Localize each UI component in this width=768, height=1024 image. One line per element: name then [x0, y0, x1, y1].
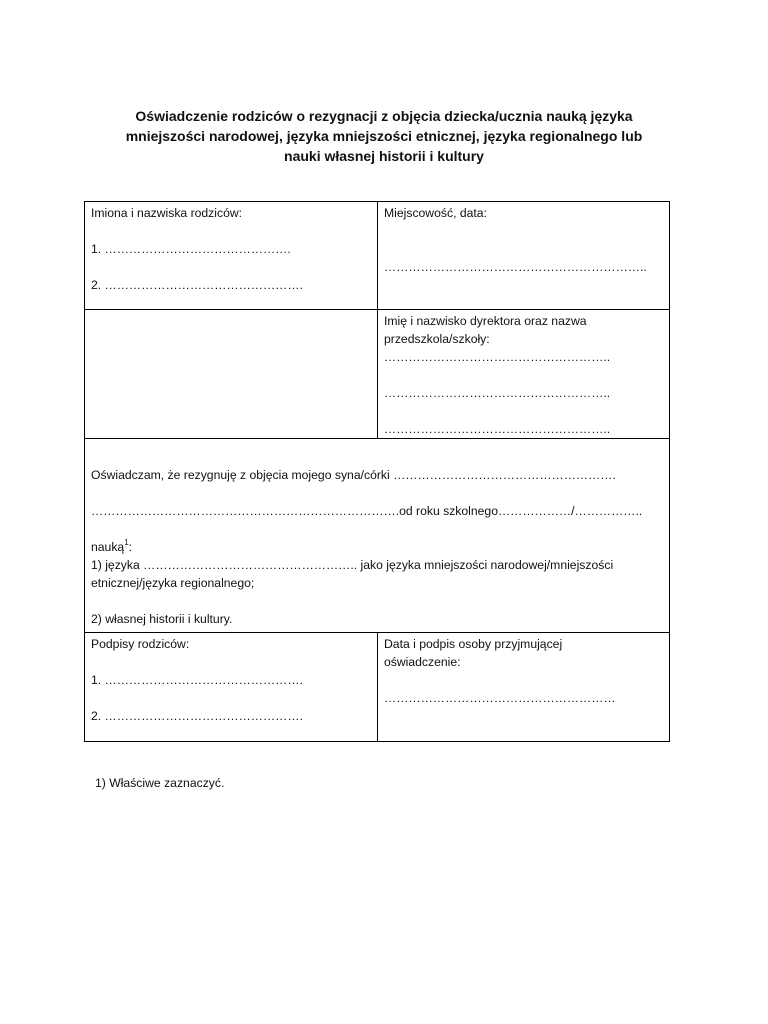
option-1-line-1: 1) języka …………………………………………….. jako języka mniejszości narodowej/mniejszości [91, 558, 614, 572]
place-date-cell [378, 202, 670, 310]
declaration-cell [85, 439, 670, 633]
parent-1-name-field[interactable]: 1. ………………………………………. [91, 242, 291, 256]
parents-signatures-cell [85, 633, 378, 742]
option-2: 2) własnej historii i kultury. [91, 612, 233, 626]
document-title [84, 106, 684, 166]
form-row-declaration [85, 439, 670, 633]
option-1-line-2: etnicznej/języka regionalnego; [91, 576, 255, 590]
footnote: 1) Właściwe zaznaczyć. [95, 776, 225, 790]
declaration-form-table [84, 201, 670, 742]
declaration-line-1: Oświadczam, że rezygnuję z objęcia mojego syna/córki ………………………………………………. [91, 468, 616, 482]
place-date-field[interactable]: ……………………………………………………….. [384, 260, 647, 274]
title-line-2: mniejszości narodowej, języka mniejszości etnicznej, języka regionalnego lub [125, 128, 643, 144]
footnote-ref: 1 [124, 538, 129, 547]
nauka-label: nauką$^1$: [91, 538, 133, 554]
form-row-parents [85, 202, 670, 310]
parents-names-label: Imiona i nazwiska rodziców: [91, 206, 243, 220]
form-row-director [85, 310, 670, 439]
place-date-label: Miejscowość, data: [384, 206, 487, 220]
parent-2-name-field[interactable]: 2. …………………………………………. [91, 278, 303, 292]
school-name-field-1[interactable]: ……………………………………………….. [384, 386, 611, 400]
form-row-signatures [85, 633, 670, 742]
empty-cell [85, 310, 378, 439]
receiver-label-line-2: oświadczenie: [384, 655, 461, 669]
parent-2-signature-field[interactable]: 2. …………………………………………. [91, 709, 303, 723]
parents-names-cell [85, 202, 378, 310]
title-line-3: nauki własnej historii i kultury [284, 148, 484, 164]
title-line-1: Oświadczenie rodziców o rezygnacji z objęcia dziecka/ucznia nauką języka [135, 108, 633, 124]
director-label-line-1: Imię i nazwisko dyrektora oraz nazwa [384, 314, 587, 328]
receiver-label-line-1: Data i podpis osoby przyjmującej [384, 637, 563, 651]
school-name-field-2[interactable]: ……………………………………………….. [384, 422, 611, 436]
director-label-line-2: przedszkola/szkoły: [384, 332, 490, 346]
declaration-line-2: ………………………………………………………………….od roku szkolnego………………/…………….. [91, 504, 643, 518]
parent-1-signature-field[interactable]: 1. …………………………………………. [91, 673, 303, 687]
director-cell [378, 310, 670, 439]
director-name-field[interactable]: ……………………………………………….. [384, 350, 611, 364]
receiver-signature-field[interactable]: ………………………………………………… [384, 691, 616, 705]
signatures-label: Podpisy rodziców: [91, 637, 190, 651]
receiver-cell [378, 633, 670, 742]
